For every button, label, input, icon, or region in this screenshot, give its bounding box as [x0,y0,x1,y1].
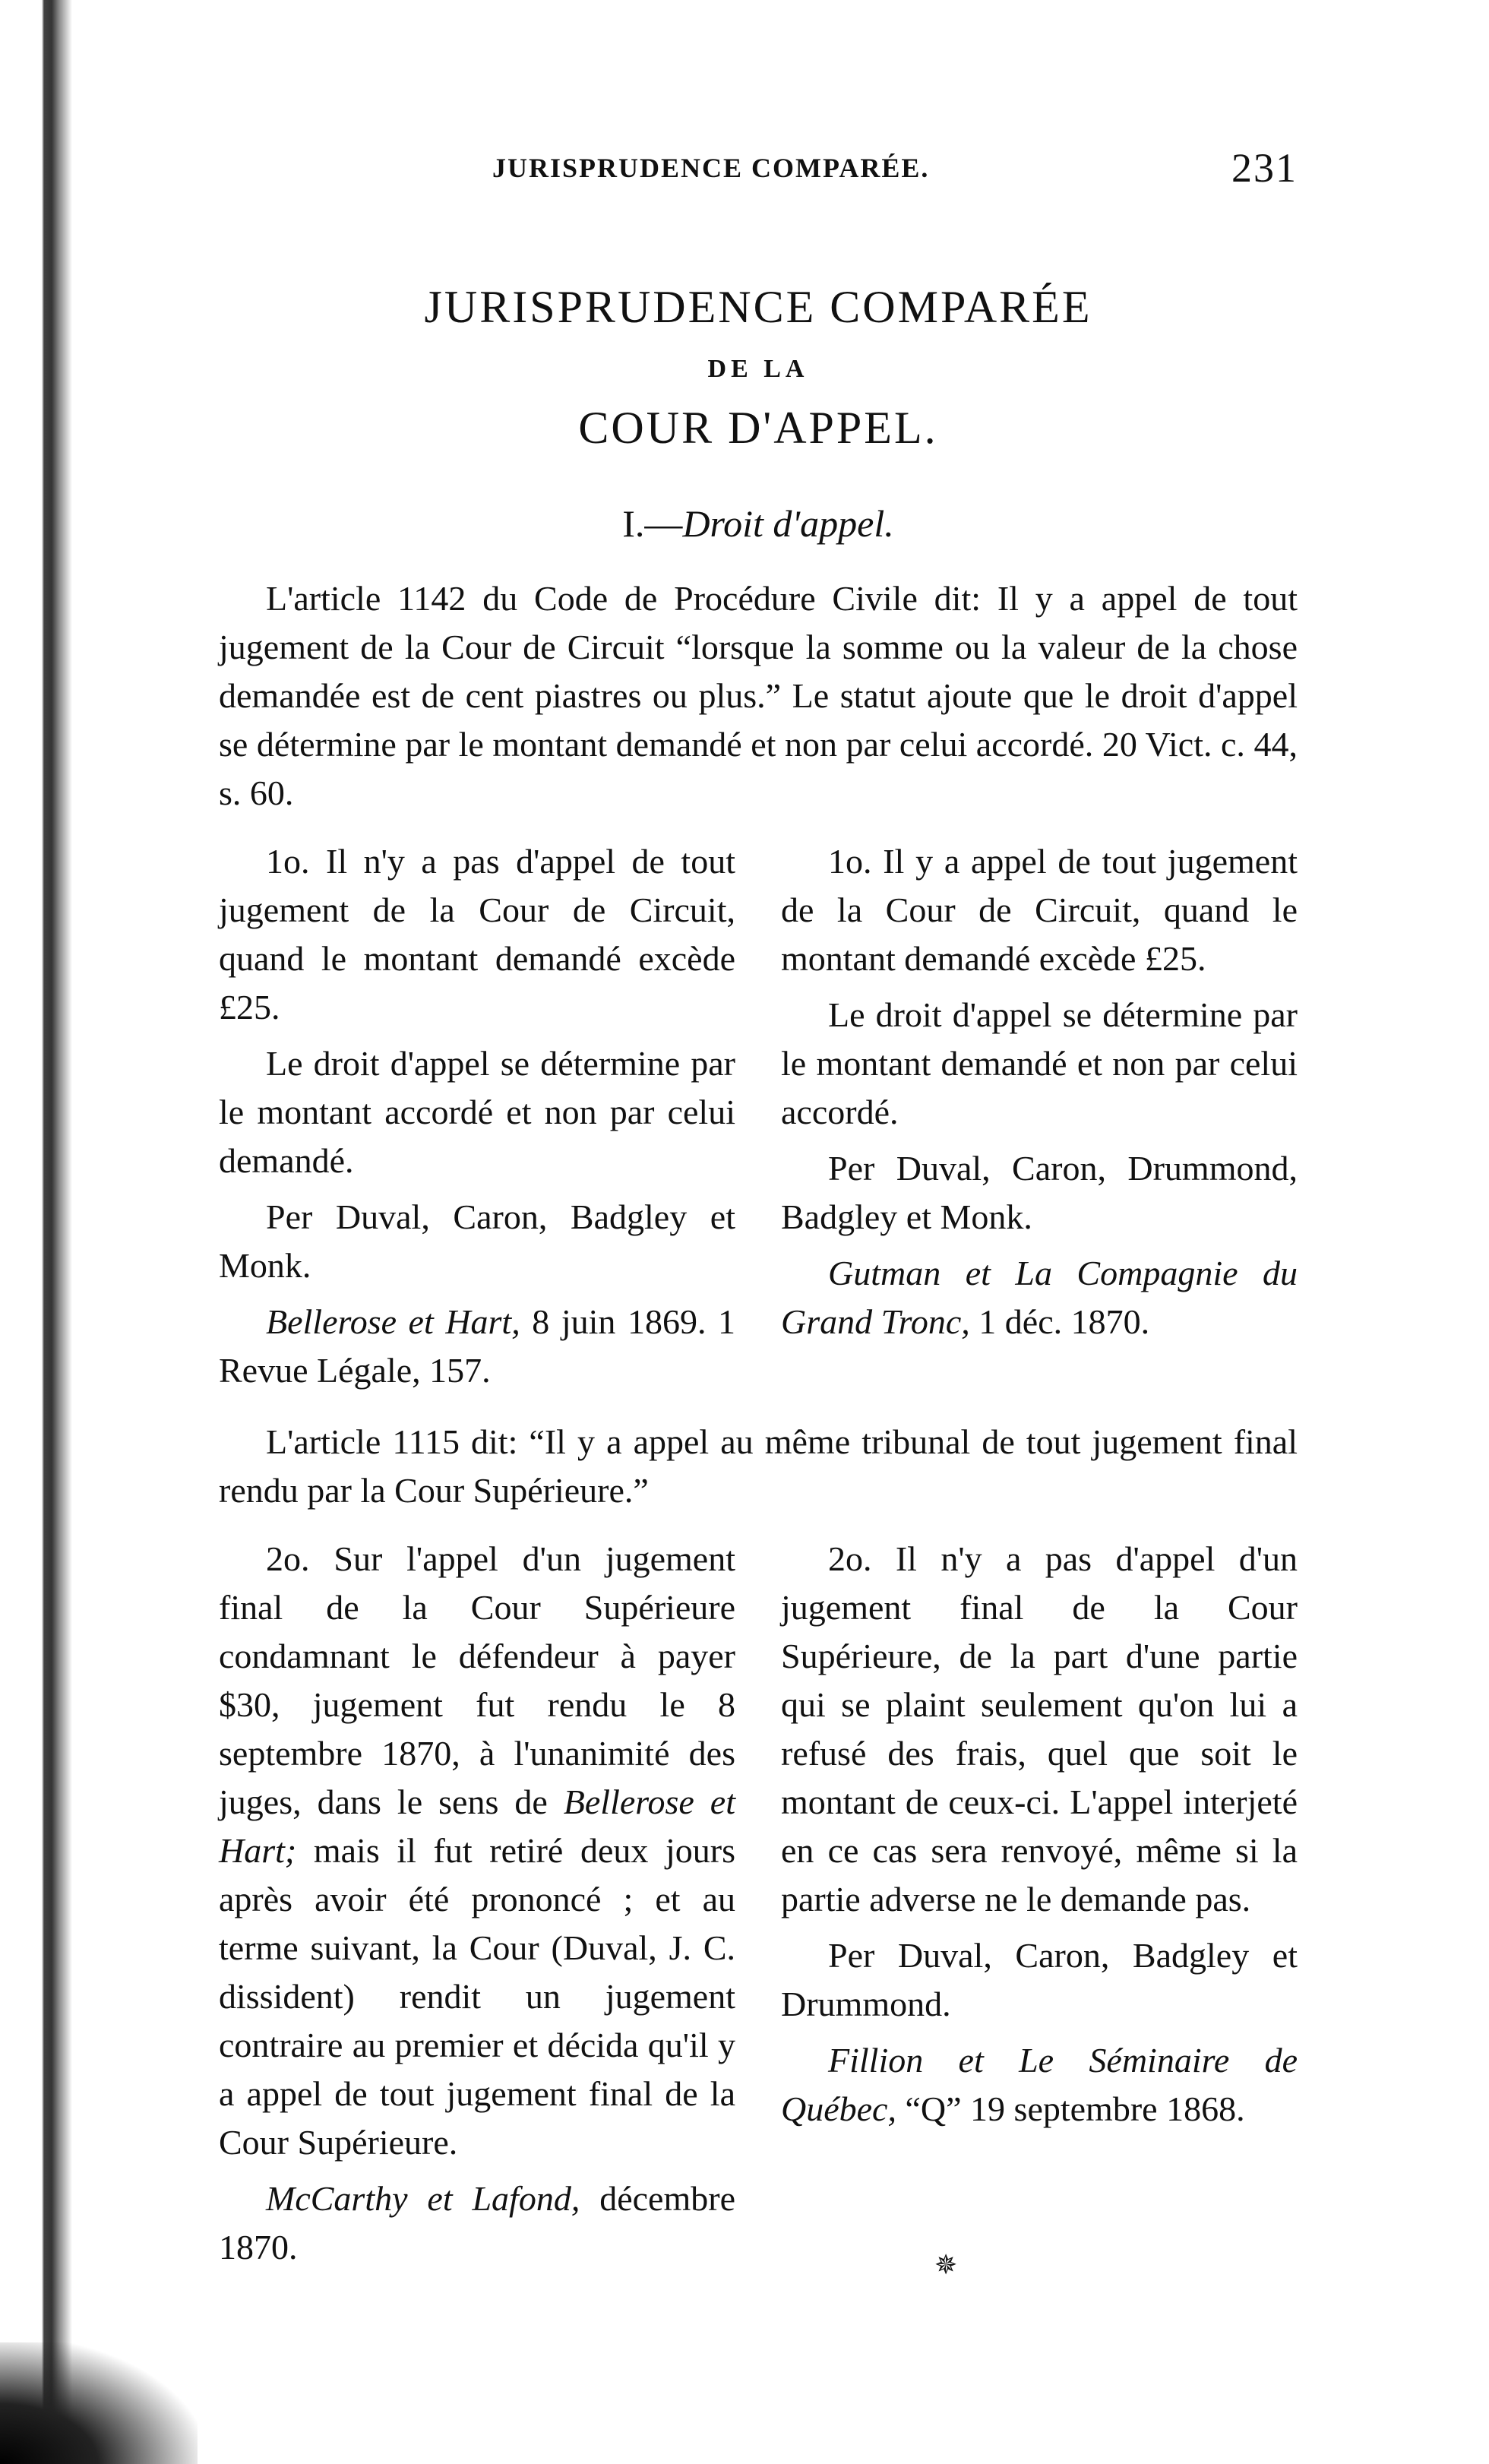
left-case-ref: 8 juin 1869. 1 Revue Légale, 157. [219,1302,735,1390]
court-title: COUR D'APPEL. [578,403,938,453]
left-case-ref-2: décembre 1870. [219,2179,735,2266]
right-judges: Per Duval, Caron, Drummond, Badgley et Monk. [781,1149,1298,1236]
running-title: JURISPRUDENCE COMPARÉE. [492,153,930,183]
left-column-1 [219,837,735,1403]
right-rule-1: 1o. Il y a appel de tout jugement de la Cour de Circuit, quand le montant demandé excède £25. [781,842,1298,978]
right-rule-2: Le droit d'appel se détermine par le montant demandé et non par celui accordé. [781,995,1298,1131]
main-title: JURISPRUDENCE COMPARÉE [424,282,1092,332]
left-citation [219,1298,735,1395]
right-citation [781,1249,1298,1346]
running-head [219,129,1298,190]
right-citation-2 [781,2036,1298,2133]
title-connector: DE LA [707,355,809,383]
left-judges: Per Duval, Caron, Badgley et Monk. [219,1197,735,1285]
right-column-2 [781,1535,1298,2279]
left-rule-2o [219,1535,735,2167]
comparison-block-2 [219,1535,1298,2279]
book-binding-edge [0,0,72,2464]
section-number: I.— [622,502,683,545]
section-heading [219,501,1298,546]
right-rule-2o: 2o. Il n'y a pas d'appel d'un jugement final de la Cour Supérieure, de la part d'une partie qui se plaint seulement qu'on lui a refusé des frais, quel que soit le montant de ceux-ci. L'appel interjeté en ce cas sera renvoyé, même si la partie adverse ne le demande pas. [781,1539,1298,1918]
left-case-name: Bellerose et Hart, [266,1302,520,1341]
left-rule-1: 1o. Il n'y a pas d'appel de tout jugement de la Cour de Circuit, quand le montant demandé excède £25. [219,842,735,1026]
article-1115-paragraph: L'article 1115 dit: “Il y a appel au même tribunal de tout jugement final rendu par la Cour Supérieure.” [219,1422,1298,1510]
right-column-1 [781,837,1298,1403]
page-content [219,129,1298,2279]
right-judges-2: Per Duval, Caron, Badgley et Drummond. [781,1936,1298,2023]
ornament-mark: ✵ [934,2250,958,2280]
intro-paragraph: L'article 1142 du Code de Procédure Civile dit: Il y a appel de tout jugement de la Cour de Circuit “lorsque la somme ou la valeur de la chose demandée est de cent piastres ou plus.” Le statut ajoute que le droit d'appel se détermine par le montant demandé et non par celui accordé. 20 Vict. c. 44, s. 60. [219,579,1298,812]
left-rule-2o-part1: 2o. Sur l'appel d'un jugement final de la Cour Supérieure condamnant le défendeur à payer $30, jugement fut rendu le 8 septembre 1870, à l'unanimité des juges, dans le sens de [219,1539,735,1821]
left-rule-2o-case: Bellerose et Hart; [219,1782,735,1870]
right-case-name-2: Fillion et Le Séminaire de Québec, [781,2041,1298,2128]
right-case-ref: 1 déc. 1870. [969,1302,1150,1341]
left-case-name-2: McCarthy et Lafond, [266,2179,580,2218]
right-case-name: Gutman et La Compagnie du Grand Tronc, [781,1254,1298,1341]
comparison-block-1 [219,837,1298,1403]
section-title: Droit d'appel. [682,502,894,545]
left-rule-2o-part2: mais il fut retiré deux jours après avoir été prononcé ; et au terme suivant, la Cour (Duval, J. C. dissident) rendit un jugement contraire au premier et décida qu'il y a appel de tout jugement final de la Cour Supérieure. [219,1831,735,2162]
right-case-ref-2: “Q” 19 septembre 1868. [896,2089,1245,2128]
left-rule-2: Le droit d'appel se détermine par le montant accordé et non par celui demandé. [219,1044,735,1180]
page-number: 231 [1231,145,1298,191]
page-corner-shadow [0,2342,198,2464]
left-citation-2 [219,2175,735,2272]
left-column-2 [219,1535,735,2279]
